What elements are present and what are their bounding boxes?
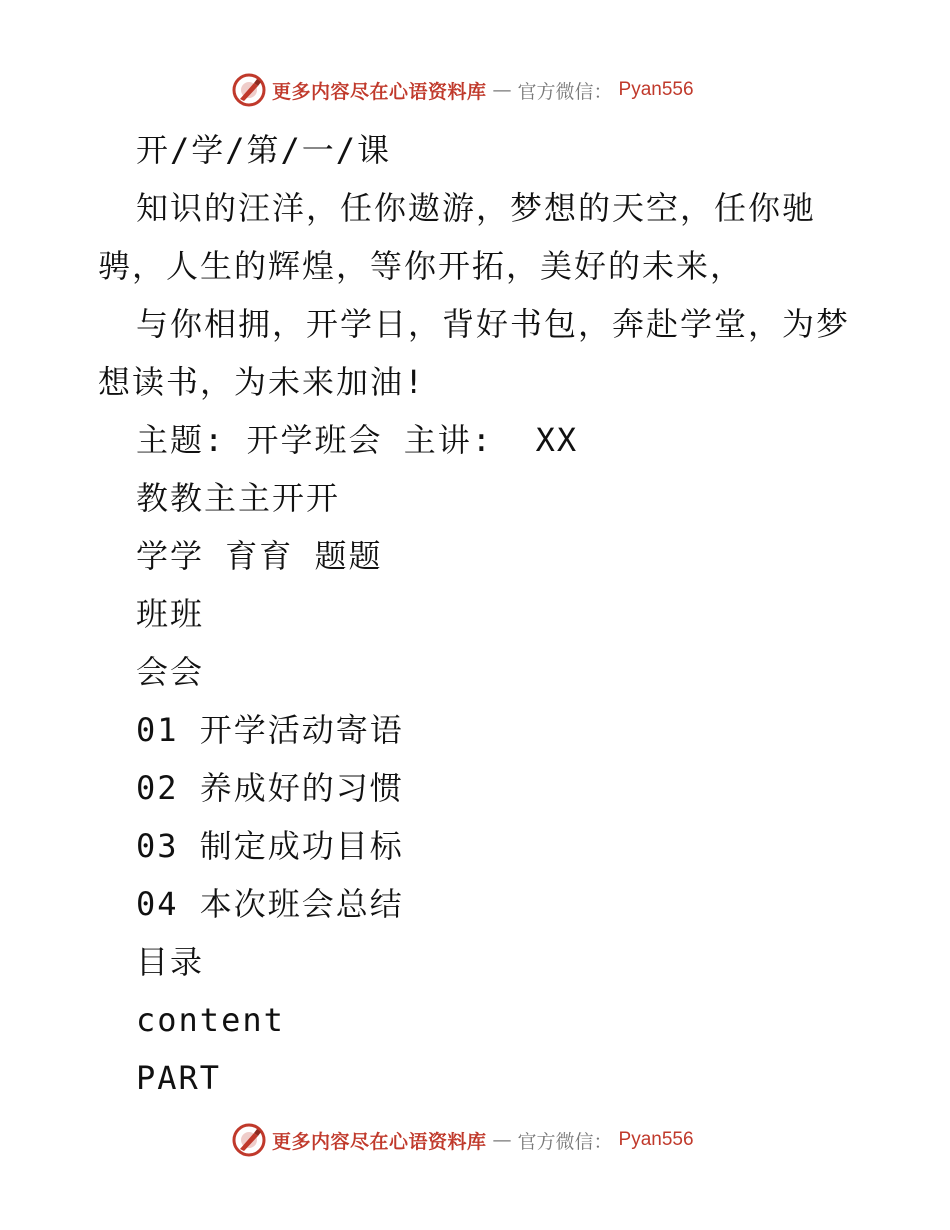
text-line: 班班 [136,595,205,633]
watermark-separator: — [492,79,512,101]
agenda-item-03: 03 制定成功目标 [136,827,404,865]
watermark-text: 更多内容尽在心语资料库 [272,1130,487,1153]
agenda-item-04: 04 本次班会总结 [136,885,404,923]
watermark-wechat-id: Pyan556 [618,1129,694,1150]
text-line: 学学 育育 题题 [136,537,383,575]
pen-logo-icon [232,1123,266,1157]
contents-heading: 目录 [136,943,205,981]
document-body [98,121,868,1107]
agenda-item-02: 02 养成好的习惯 [136,769,404,807]
footer-watermark [232,1122,694,1158]
watermark-official-label: 官方微信： [517,1130,613,1153]
watermark-text: 更多内容尽在心语资料库 [272,80,487,103]
paragraph-2: 与你相拥，开学日，背好书包，奔赴学堂，为梦想读书，为未来加油! [98,305,851,401]
text-line: 教教主主开开 [136,479,341,517]
theme-line: 主题: 开学班会 主讲: XX [136,421,579,459]
watermark-official-label: 官方微信： [517,80,613,103]
watermark-wechat-id: Pyan556 [618,79,694,100]
pen-logo-icon [232,73,266,107]
text-line: 会会 [136,653,205,691]
part-label: PART [136,1059,222,1097]
contents-english: content [136,1001,285,1039]
document-title: 开/学/第/一/课 [136,131,392,169]
watermark-separator: — [492,1129,512,1151]
agenda-item-01: 01 开学活动寄语 [136,711,404,749]
header-watermark [232,72,694,108]
paragraph-1: 知识的汪洋，任你遨游，梦想的天空，任你驰骋，人生的辉煌，等你开拓，美好的未来， [98,189,817,285]
